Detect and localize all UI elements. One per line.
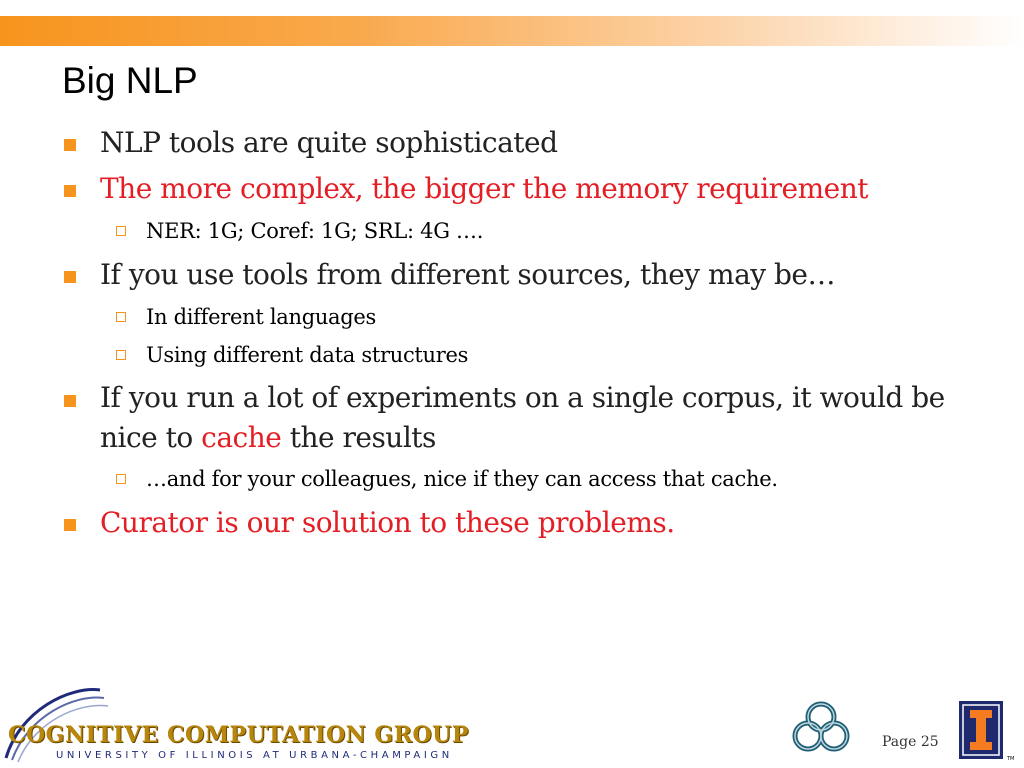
top-accent-bar bbox=[0, 16, 1024, 46]
trademark-mark: TM bbox=[1007, 756, 1015, 762]
hollow-square-bullet-icon bbox=[116, 226, 126, 236]
sub-bullet-3-2-text: Using different data structures bbox=[146, 343, 469, 367]
sub-bullet-4-1-text: …and for your colleagues, nice if they can access that cache. bbox=[146, 467, 778, 491]
sub-bullet-2-1-text: NER: 1G; Coref: 1G; SRL: 4G …. bbox=[146, 219, 484, 243]
sub-bullet-3-2 bbox=[62, 338, 962, 372]
slide-content bbox=[62, 122, 962, 548]
orange-square-bullet-icon bbox=[64, 139, 76, 151]
orange-square-bullet-icon bbox=[64, 395, 76, 407]
celtic-knot-icon bbox=[790, 700, 852, 758]
bullet-5-text: Curator is our solution to these problems. bbox=[100, 506, 675, 539]
cognitive-computation-group-logo bbox=[0, 680, 500, 768]
logo-subtitle: UNIVERSITY OF ILLINOIS AT URBANA-CHAMPAIGN bbox=[56, 750, 453, 761]
sub-bullet-4-1 bbox=[62, 462, 962, 496]
bullet-3-text: If you use tools from different sources, they may be… bbox=[100, 258, 835, 291]
bullet-1-text: NLP tools are quite sophisticated bbox=[100, 126, 558, 159]
sub-bullet-3-1 bbox=[62, 300, 962, 334]
bullet-4 bbox=[62, 378, 962, 458]
bullet-4-highlight: cache bbox=[201, 421, 282, 454]
bullet-2-text: The more complex, the bigger the memory requirement bbox=[100, 172, 869, 205]
orange-square-bullet-icon bbox=[64, 185, 76, 197]
bullet-2 bbox=[62, 168, 962, 210]
bullet-4-text-post: the results bbox=[281, 421, 436, 454]
sub-bullet-2-1 bbox=[62, 214, 962, 248]
hollow-square-bullet-icon bbox=[116, 312, 126, 322]
logo-text: COGNITIVE COMPUTATION GROUP bbox=[8, 722, 469, 748]
sub-bullet-3-1-text: In different languages bbox=[146, 305, 377, 329]
block-i-logo bbox=[958, 700, 1020, 762]
slide-title: Big NLP bbox=[62, 60, 198, 101]
orange-square-bullet-icon bbox=[64, 271, 76, 283]
bullet-1 bbox=[62, 122, 962, 164]
bullet-5 bbox=[62, 502, 962, 544]
bullet-3 bbox=[62, 254, 962, 296]
hollow-square-bullet-icon bbox=[116, 474, 126, 484]
hollow-square-bullet-icon bbox=[116, 350, 126, 360]
page-number: Page 25 bbox=[882, 734, 939, 750]
orange-square-bullet-icon bbox=[64, 519, 76, 531]
bullet-4-text-pre: If you run a lot of experiments on a single corpus, it would be nice to bbox=[100, 381, 945, 454]
